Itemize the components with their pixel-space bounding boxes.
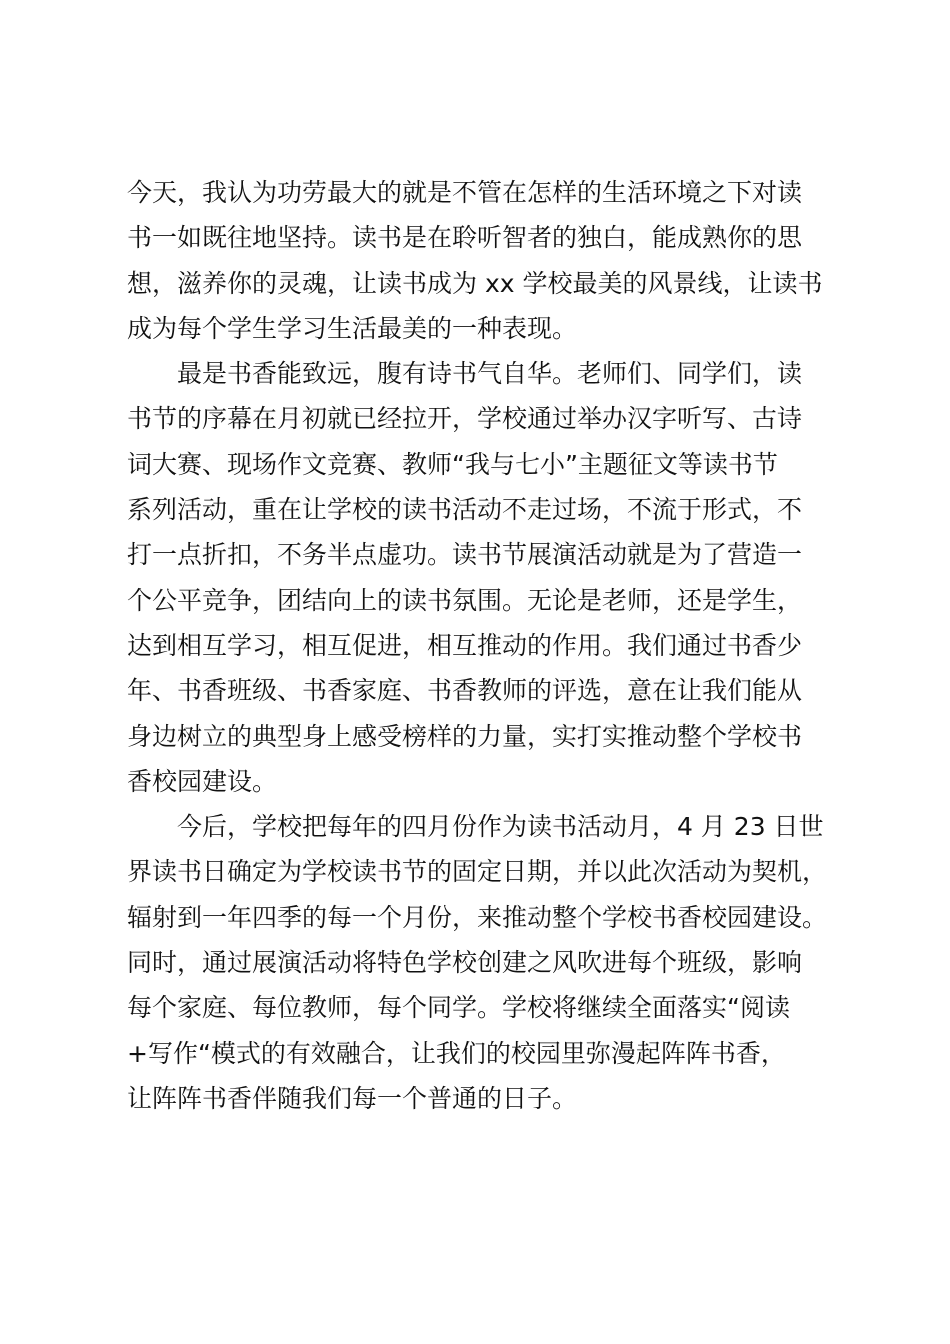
text-line: 书节的序幕在月初就已经拉开，学校通过举办汉字听写、古诗 <box>127 404 803 434</box>
text-line: 香校园建设。 <box>127 766 278 796</box>
text-line: 想，滋养你的灵魂，让读书成为 xx 学校最美的风景线，让读书 <box>127 268 823 298</box>
paragraph-2 <box>127 351 833 804</box>
text-line: 成为每个学生学习生活最美的一种表现。 <box>127 313 578 343</box>
paragraph-1 <box>127 170 833 351</box>
text-line: 达到相互学习，相互促进，相互推动的作用。我们通过书香少 <box>127 630 803 660</box>
text-line: 同时，通过展演活动将特色学校创建之风吹进每个班级，影响 <box>127 948 803 978</box>
text-line: 系列活动，重在让学校的读书活动不走过场，不流于形式，不 <box>127 495 803 525</box>
text-line: 今后，学校把每年的四月份作为读书活动月，4 月 23 日世 <box>177 812 824 842</box>
text-line: 书一如既往地坚持。读书是在聆听智者的独白，能成熟你的思 <box>127 223 803 253</box>
document-body <box>127 170 833 1121</box>
text-line: +写作“模式的有效融合，让我们的校园里弥漫起阵阵书香， <box>127 1038 786 1068</box>
text-line: 让阵阵书香伴随我们每一个普通的日子。 <box>127 1083 578 1113</box>
paragraph-3 <box>127 804 833 1121</box>
text-line: 辐射到一年四季的每一个月份，来推动整个学校书香校园建设。 <box>127 902 828 932</box>
text-line: 词大赛、现场作文竞赛、教师“我与七小”主题征文等读书节 <box>127 449 778 479</box>
text-line: 身边树立的典型身上感受榜样的力量，实打实推动整个学校书 <box>127 721 803 751</box>
text-line: 每个家庭、每位教师，每个同学。学校将继续全面落实“阅读 <box>127 993 790 1023</box>
text-line: 最是书香能致远，腹有诗书气自华。老师们、同学们，读 <box>177 359 803 389</box>
text-line: 打一点折扣，不务半点虚功。读书节展演活动就是为了营造一 <box>127 540 803 570</box>
text-line: 界读书日确定为学校读书节的固定日期，并以此次活动为契机， <box>127 857 828 887</box>
text-line: 年、书香班级、书香家庭、书香教师的评选，意在让我们能从 <box>127 676 803 706</box>
text-line: 今天，我认为功劳最大的就是不管在怎样的生活环境之下对读 <box>127 178 803 207</box>
text-line: 个公平竞争，团结向上的读书氛围。无论是老师，还是学生， <box>127 585 803 615</box>
